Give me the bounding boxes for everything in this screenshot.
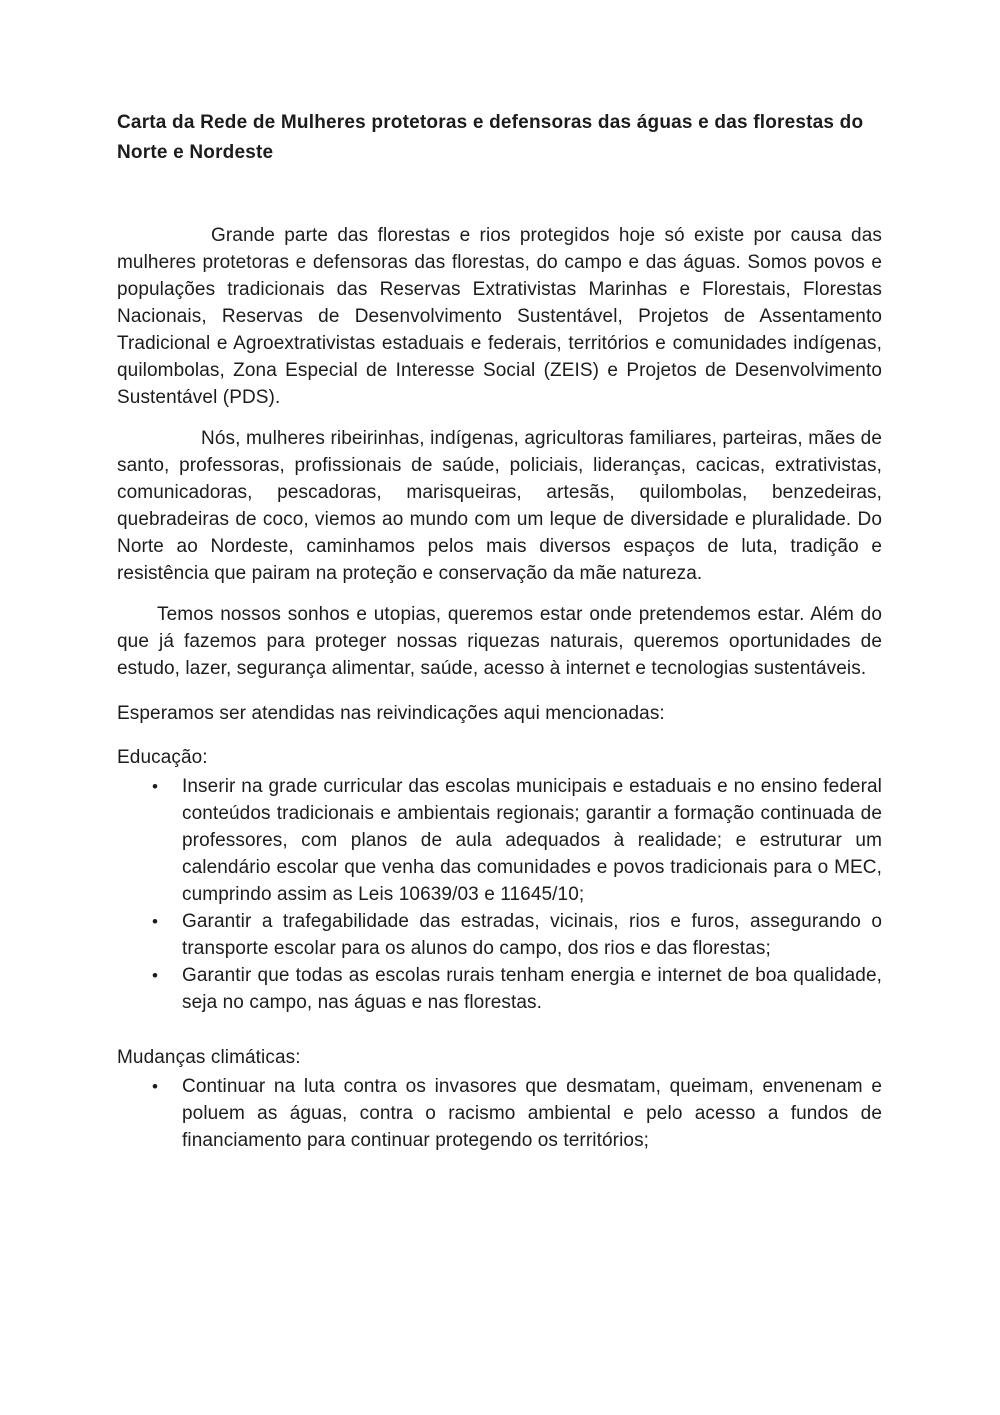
document-title: Carta da Rede de Mulheres protetoras e defensoras das águas e das florestas do Norte e Nordeste [117, 112, 864, 163]
paragraph-1: Grande parte das florestas e rios protegidos hoje só existe por causa das mulheres protetoras e defensoras das florestas, do campo e das águas. Somos povos e populações tradicionais das Reservas Extrativistas Marinhas e Florestais, Florestas Nacionais, Reservas de Desenvolvimento Sustentável, Projetos de Assentamento Tradicional e Agroextrativistas estaduais e federais, territórios e comunidades indígenas, quilombolas, Zona Especial de Interesse Social (ZEIS) e Projetos de Desenvolvimento Sustentável (PDS). [117, 225, 882, 408]
bullet-item: • Continuar na luta contra os invasores que desmatam, queimam, envenenam e poluem as águas, contra o racismo ambiental e pelo acesso a fundos de financiamento para continuar protegendo os territórios; [182, 1073, 882, 1154]
bullet-list-mudancas-climaticas [117, 1073, 882, 1154]
bullet-item: • Inserir na grade curricular das escolas municipais e estaduais e no ensino federal conteúdos tradicionais e ambientais regionais; garantir a formação continuada de professores, com planos de aula adequados à realidade; e estruturar um calendário escolar que venha das comunidades e povos tradicionais para o MEC, cumprindo assim as Leis 10639/03 e 11645/10; [182, 773, 882, 908]
section-educacao [117, 744, 882, 1016]
intro-line: Esperamos ser atendidas nas reivindicações aqui mencionadas: [117, 703, 665, 724]
section-heading-mudancas-climaticas: Mudanças climáticas: [117, 1047, 301, 1068]
section-mudancas-climaticas [117, 1044, 882, 1154]
section-heading-educacao: Educação: [117, 747, 208, 768]
bullet-list-educacao [117, 773, 882, 1016]
paragraph-3: Temos nossos sonhos e utopias, queremos estar onde pretendemos estar. Além do que já fazemos para proteger nossas riquezas naturais, queremos oportunidades de estudo, lazer, segurança alimentar, saúde, acesso à internet e tecnologias sustentáveis. [117, 604, 882, 679]
paragraph-2: Nós, mulheres ribeirinhas, indígenas, agricultoras familiares, parteiras, mães de santo, professoras, profissionais de saúde, policiais, lideranças, cacicas, extrativistas, comunicadoras, pescadoras, marisqueiras, artesãs, quilombolas, benzedeiras, quebradeiras de coco, viemos ao mundo com um leque de diversidade e pluralidade. Do Norte ao Nordeste, caminhamos pelos mais diversos espaços de luta, tradição e resistência que pairam na proteção e conservação da mãe natureza. [117, 428, 882, 584]
bullet-item: • Garantir a trafegabilidade das estradas, vicinais, rios e furos, assegurando o transporte escolar para os alunos do campo, dos rios e das florestas; [182, 908, 882, 962]
bullet-item: • Garantir que todas as escolas rurais tenham energia e internet de boa qualidade, seja no campo, nas águas e nas florestas. [182, 962, 882, 1016]
